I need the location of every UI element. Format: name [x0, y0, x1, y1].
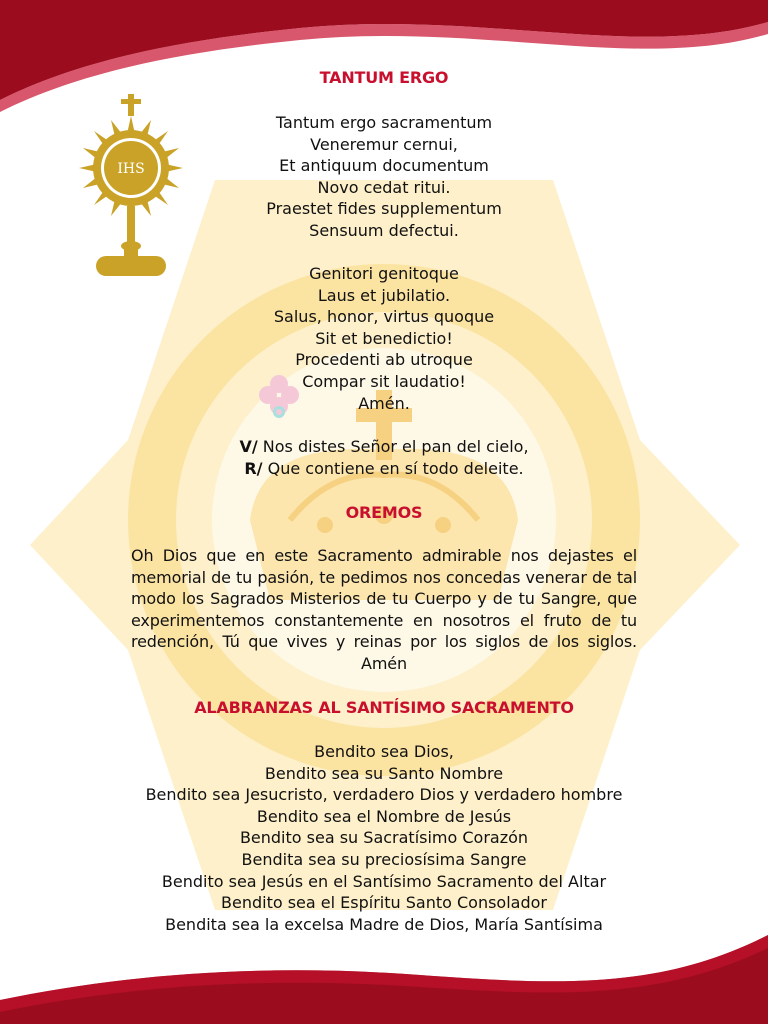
- response-line: [0, 458, 768, 480]
- verse-line: Praestet fides supplementum: [266, 199, 502, 219]
- praise-line: Bendito sea su Santo Nombre: [264, 763, 504, 783]
- praise-line: Bendito sea Dios,: [314, 742, 454, 761]
- praise-line: Bendita sea su preciosísima Sangre: [241, 849, 527, 869]
- response-text: Que contiene en sí todo deleite.: [267, 459, 524, 478]
- versicle-line: [0, 436, 768, 458]
- versicle-response: [0, 436, 768, 480]
- verse-line: Tantum ergo sacramentum: [275, 113, 493, 132]
- oremos-prayer-text: Oh Dios que en este Sacramento admirable nos dejastes el memorial de tu pasión, te pedimos nos concedas venerar de tal modo los Sagrados Misterios de tu Cuerpo y de tu Sangre, que experimentemos constantemente en nosotros el fruto de tu redención, Tú que vives y reinas por los siglos de los siglos. Amén: [131, 546, 637, 673]
- alabanzas-title: ALABRANZAS AL SANTÍSIMO SACRAMENTO: [194, 698, 574, 717]
- praise-line: Bendito sea el Nombre de Jesús: [256, 806, 512, 826]
- praise-line: Bendito sea Jesucristo, verdadero Dios y verdadero hombre: [145, 785, 623, 805]
- verse-line: Laus et jubilatio.: [317, 285, 451, 305]
- verse-line: Procedenti ab utroque: [295, 350, 473, 370]
- versicle-text: Nos distes Señor el pan del cielo,: [262, 437, 529, 456]
- verse-line: Amén.: [358, 393, 410, 413]
- verse-line: Salus, honor, virtus quoque: [273, 307, 495, 327]
- praise-line: Bendito sea Jesús en el Santísimo Sacramento del Altar: [161, 871, 607, 891]
- verse-line: Genitori genitoque: [309, 264, 459, 283]
- oremos-title: OREMOS: [345, 503, 423, 522]
- verse-line: Veneremur cernui,: [310, 134, 458, 154]
- response-marker: R/: [244, 459, 263, 478]
- verse-line: Compar sit laudatio!: [302, 371, 466, 391]
- tantum-ergo-stanza-2: [0, 263, 768, 414]
- verse-line: Novo cedat ritui.: [317, 177, 451, 197]
- versicle-marker: V/: [239, 437, 258, 456]
- praise-line: Bendita sea la excelsa Madre de Dios, María Santísima: [165, 914, 603, 934]
- praise-line: Bendito sea su Sacratísimo Corazón: [239, 828, 529, 848]
- verse-line: Et antiquum documentum: [279, 156, 489, 176]
- praise-line: Bendito sea el Espíritu Santo Consolador: [221, 893, 547, 913]
- tantum-ergo-title: TANTUM ERGO: [319, 68, 449, 87]
- verse-line: Sensuum defectui.: [309, 220, 459, 240]
- verse-line: Sit et benedictio!: [315, 328, 453, 348]
- monogram-text: IHS: [117, 161, 145, 177]
- tantum-ergo-stanza-1: [0, 112, 768, 242]
- alabanzas-list: [0, 741, 768, 935]
